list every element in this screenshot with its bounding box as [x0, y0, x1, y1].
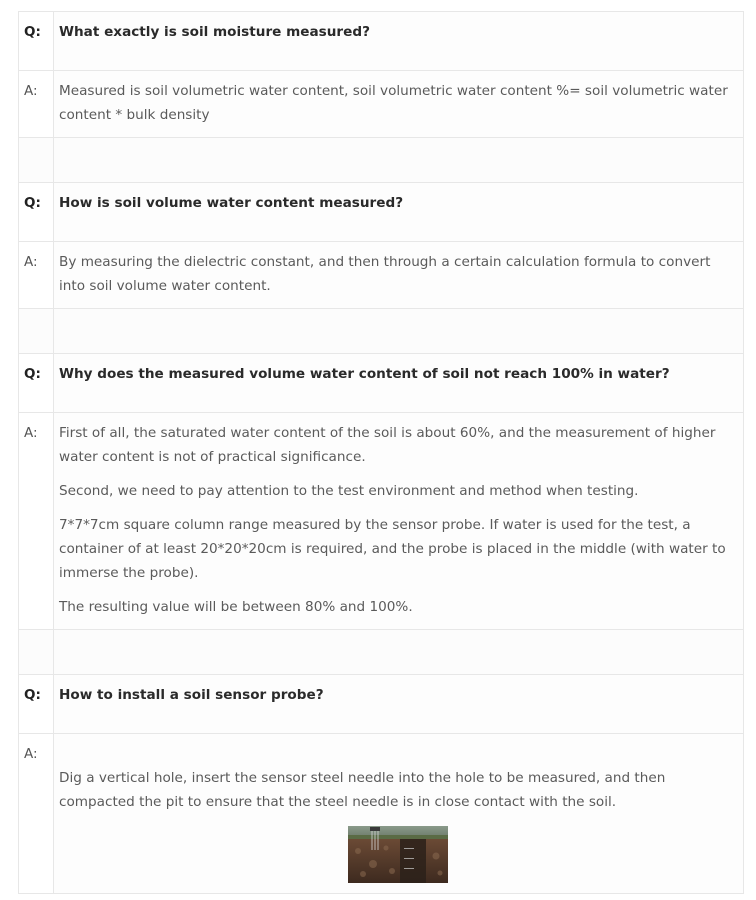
answer-paragraph: By measuring the dielectric constant, and then through a certain calculation formula to convert into soil volume water content.	[59, 254, 711, 294]
spacer-row	[19, 138, 744, 183]
faq-answer-row	[19, 71, 744, 138]
question-text: How is soil volume water content measured?	[59, 195, 404, 211]
question-prefix: Q:	[19, 354, 54, 413]
answer-prefix: A:	[19, 71, 54, 138]
faq-answer-row	[19, 413, 744, 630]
question-cell	[54, 675, 744, 734]
answer-prefix: A:	[19, 413, 54, 630]
question-prefix: Q:	[19, 12, 54, 71]
question-prefix: Q:	[19, 183, 54, 242]
question-prefix: Q:	[19, 675, 54, 734]
answer-cell	[54, 413, 744, 630]
answer-paragraph: Second, we need to pay attention to the test environment and method when testing.	[59, 483, 639, 499]
spacer-row	[19, 630, 744, 675]
image-wrapper	[59, 824, 737, 883]
faq-question-row	[19, 354, 744, 413]
question-cell	[54, 12, 744, 71]
answer-paragraph: Measured is soil volumetric water content, soil volumetric water content %= soil volumetric water content * bulk density	[59, 83, 728, 123]
faq-answer-row	[19, 242, 744, 309]
faq-question-row	[19, 12, 744, 71]
spacer-row	[19, 309, 744, 354]
question-cell	[54, 183, 744, 242]
question-cell	[54, 354, 744, 413]
faq-table	[18, 11, 744, 894]
faq-question-row	[19, 183, 744, 242]
answer-prefix: A:	[19, 242, 54, 309]
answer-paragraph: 7*7*7cm square column range measured by the sensor probe. If water is used for the test, a container of at least 20*20*20cm is required, and the probe is placed in the middle (with water to immerse the probe).	[59, 517, 726, 581]
question-text: How to install a soil sensor probe?	[59, 687, 324, 703]
answer-cell	[54, 242, 744, 309]
answer-cell	[54, 71, 744, 138]
question-text: Why does the measured volume water content of soil not reach 100% in water?	[59, 366, 670, 382]
answer-paragraph: First of all, the saturated water content of the soil is about 60%, and the measurement of higher water content is not of practical significance.	[59, 425, 716, 465]
answer-prefix: A:	[19, 734, 54, 894]
question-text: What exactly is soil moisture measured?	[59, 24, 370, 40]
soil-sensor-installation-image	[348, 826, 448, 883]
answer-cell	[54, 734, 744, 894]
answer-paragraph: Dig a vertical hole, insert the sensor steel needle into the hole to be measured, and then compacted the pit to ensure that the steel needle is in close contact with the soil.	[59, 770, 666, 810]
faq-question-row	[19, 675, 744, 734]
answer-paragraph: The resulting value will be between 80% and 100%.	[59, 599, 413, 615]
faq-answer-row	[19, 734, 744, 894]
